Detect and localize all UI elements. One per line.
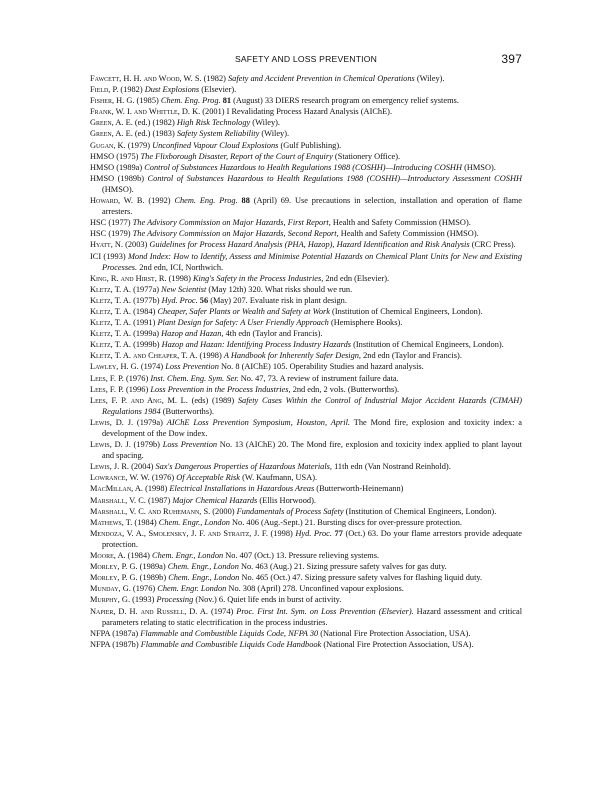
running-title: SAFETY AND LOSS PREVENTION [234,54,378,64]
reference-text-run: Chem. Eng. Prog. [160,96,221,106]
reference-text-run: Safety and Accident Prevention in Chemical Operations [227,74,415,83]
reference-text-run: (Hemisphere Books). [328,318,403,328]
reference-entry [90,373,522,384]
reference-text-run: (National Fire Protection Association, USA). [318,628,471,638]
reference-text-run: 81 [222,96,232,106]
reference-entry [90,317,522,328]
reference-text-run: Marshall, V. C. [90,495,146,505]
reference-entry [90,339,522,350]
reference-text-run: Lees, F. P. [90,373,124,383]
reference-text-run: Kletz, T. A. [90,295,132,305]
reference-text-run: (Institution of Chemical Engineers, London). [351,340,504,350]
reference-text-run: NFPA (1987a) [90,628,141,638]
reference-text-run: (1987) [145,495,173,505]
reference-list [90,73,522,650]
reference-text-run: Field, P. [90,85,119,95]
reference-entry [90,561,522,572]
reference-entry [90,395,522,417]
reference-text-run: HMSO (1989a) [90,162,145,172]
reference-text-run: (1996) [123,384,151,394]
reference-text-run: (1984) [132,517,159,527]
reference-entry [90,284,522,295]
reference-text-run: No. 13 (AIChE) 20. The Mond fire, explosion and toxicity index applied to plant layout and spacing. [102,440,522,461]
reference-entry [90,517,522,528]
reference-text-run: Lees, F. P. [90,384,124,394]
reference-text-run: Hazard assessment and critical parameters relating to static electrification in the process industries. [102,606,523,627]
reference-text-run: No. 406 (Aug.-Sept.) 21. Bursting discs for over-pressure protection. [229,517,462,527]
reference-entry [90,306,522,317]
reference-text-run: Health and Safety Commission (HMSO). [330,218,471,228]
reference-text-run: (1984) [125,551,152,561]
reference-entry [90,95,522,106]
reference-text-run: Fisher, H. G. [90,96,135,106]
reference-text-run: Flammable and Combustible Liquids Code Handbook [140,639,322,649]
reference-text-run: (HMSO). [462,162,496,172]
reference-entry [90,483,522,494]
reference-text-run: A Handbook for Inherently Safer Design, [223,351,362,361]
reference-text-run: HSC (1979) [90,229,133,239]
reference-text-run: Mond Index: How to Identify, Assess and Minimise Potential Hazards on Chemical Plant Units for New and Existing Processes. [102,251,522,272]
reference-text-run: No. 465 (Oct.) 47. Sizing pressure safety valves for flashing liquid duty. [239,573,483,583]
running-header [90,54,522,68]
reference-text-run: No. 47, 73. A review of instrument failure data. [238,373,399,383]
reference-text-run: Chem. Engr., London [167,562,239,572]
reference-entry [90,251,522,273]
reference-text-run: Lowrance, W. W. [90,473,150,483]
reference-text-run: Kletz, T. A. [90,340,132,350]
reference-text-run: Marshall, V. C. and Ruhemann, S. [90,506,211,516]
reference-text-run: Chem. Engr., London [168,573,240,583]
reference-text-run: Green, A. E. [90,129,133,139]
reference-text-run: King, R. and Hirst, R. [90,273,167,283]
reference-text-run: Mendoza, V. A., Smolensky, J. F. and Straitz, J. F. [90,528,268,538]
reference-text-run: Sax's Dangerous Properties of Hazardous Materials, [155,462,332,472]
reference-text-run: (August) 33 DIERS research program on emergency relief systems. [231,96,459,106]
reference-text-run: (Butterworths). [160,406,214,416]
reference-text-run: Safety Cases Within the Control of Industrial Major Accident Hazards (CIMAH) Regulations 1984 [102,395,522,416]
reference-entry [90,273,522,284]
reference-text-run: (1977a) [131,284,162,294]
reference-text-run: 88 [241,196,250,206]
reference-entry [90,228,522,239]
reference-text-run: (1991) [131,318,158,328]
reference-text-run: Hazop and Hazan, [161,329,224,339]
reference-text-run: Lewis, J. R. [90,462,130,472]
reference-text-run: 4th edn (Taylor and Francis). [223,329,323,339]
reference-text-run: (1976) [149,473,177,483]
reference-entry [90,106,522,117]
reference-text-run: (Nov.) 6. Quiet life ends in burst of activity. [193,595,342,605]
reference-text-run: (May 12th) 320. What risks should we run. [206,284,353,294]
reference-text-run: Loss Prevention [165,362,219,372]
reference-text-run: Inst. Chem. Eng. Sym. Ser. [150,373,239,383]
reference-text-run: Cheaper, Safer Plants or Wealth and Safety at Work [157,306,330,316]
reference-entry [90,217,522,228]
reference-text-run: Proc. First Int. Sym. on Loss Prevention (Elsevier). [236,606,414,616]
reference-text-run: (1998) [267,528,296,538]
reference-text-run: (1984) [131,306,158,316]
reference-text-run: (1977b) [131,295,162,305]
reference-text-run: (1974) [208,606,237,616]
reference-text-run: (CRC Press). [469,240,516,250]
reference-text-run: Lawley, H. G. [90,362,139,372]
reference-text-run: No. 463 (Aug.) 21. Sizing pressure safety valves for gas duty. [238,562,447,572]
reference-text-run: 2nd edn (Taylor and Francis). [361,351,462,361]
reference-text-run: Chem. Engr., London [158,517,230,527]
reference-text-run: Mathews, T. [90,517,133,527]
reference-entry [90,506,522,517]
reference-text-run: NFPA (1987b) [90,639,141,649]
reference-text-run: (W. Kaufmann, USA). [240,473,318,483]
reference-text-run: (1985) [134,96,161,106]
reference-text-run: Lees, F. P. and Ang, M. L. [90,395,188,405]
reference-entry [90,328,522,339]
reference-text-run: Fundamentals of Process Safety [236,506,344,516]
reference-text-run: (HMSO). [102,184,134,194]
reference-entry [90,295,522,306]
reference-text-run: No. 407 (Oct.) 13. Pressure relieving systems. [223,551,380,561]
reference-text-run: Dust Explosions [144,85,200,95]
reference-text-run: Electrical Installations in Hazardous Areas [169,484,315,494]
reference-text-run: HSC (1977) [90,218,133,228]
reference-text-run: 11th edn (Van Nostrand Reinhold). [331,462,451,472]
reference-text-run: (May) 207. Evaluate risk in plant design. [208,295,347,305]
reference-text-run: (April) 69. Use precautions in selection, installation and operation of flame arresters. [102,196,522,217]
reference-text-run: 2nd edn (Elsevier). [323,273,390,283]
reference-text-run: ICI (1993) [90,251,128,261]
reference-text-run: Murphy, G. [90,595,131,605]
reference-text-run: (2001) I Revalidating Process Hazard Analysis (AIChE). [200,107,393,117]
reference-entry [90,117,522,128]
reference-text-run: Hyd. Proc. [295,528,332,538]
reference-entry [90,350,522,361]
reference-text-run: (Wiley). [259,129,290,139]
reference-text-run: The Advisory Commission on Major Hazards, First Report, [132,218,331,228]
reference-text-run: (Institution of Chemical Engineers, London). [343,506,497,516]
reference-text-run: (1974) [138,362,166,372]
reference-text-run: High Risk Technology [176,118,251,128]
reference-text-run: (Gulf Publishing). [278,140,342,150]
reference-text-run: (1979) [125,140,153,150]
reference-text-run: Chem. Engr., London [152,551,224,561]
reference-text-run: Plant Design for Safety: A User Friendly Approach [157,318,329,328]
reference-text-run: Flammable and Combustible Liquids Code, NFPA 30 [140,628,319,638]
reference-text-run: MacMillan, A. [90,484,143,494]
reference-text-run: (Butterworth-Heinemann) [314,484,404,494]
reference-text-run: (Wiley). [250,118,281,128]
reference-text-run: (Oct.) 63. Do your flame arrestors provide adequate protection. [102,528,523,549]
reference-entry [90,606,522,628]
reference-text-run: No. 8 (AIChE) 105. Operability Studies and hazard analysis. [218,362,424,372]
reference-text-run: (2004) [129,462,156,472]
reference-text-run: (Wiley). [414,74,445,83]
reference-text-run: AIChE Loss Prevention Symposium, Houston, April. [166,417,350,427]
reference-entry [90,594,522,605]
reference-text-run: (1999b) [131,340,162,350]
reference-entry [90,239,522,250]
reference-text-run: 77 [334,528,343,538]
reference-text-run: Gugan, K. [90,140,126,150]
reference-text-run: Unconfined Vapour Cloud Explosions [152,140,279,150]
reference-entry [90,417,522,439]
reference-text-run: Hazop and Hazan: Identifying Process Industry Hazards [161,340,352,350]
reference-text-run: Napier, D. H. and Russell, D. A. [90,606,209,616]
reference-text-run: HMSO (1975) [90,151,141,161]
reference-entry [90,128,522,139]
reference-text-run: 56 [199,295,209,305]
reference-text-run: Howard, W. B. [90,196,145,206]
reference-entry [90,140,522,151]
reference-text-run: (2000) [210,506,237,516]
reference-text-run: (1976) [123,373,151,383]
reference-entry [90,495,522,506]
reference-text-run: Chem. Engr. London [157,584,227,594]
reference-text-run: (1982) [118,85,145,95]
reference-text-run: (1999a) [131,329,162,339]
reference-text-run: Safety System Reliability [176,129,260,139]
reference-text-run: No. 308 (April) 278. Unconfined vapour explosions. [226,584,404,594]
reference-entry [90,628,522,639]
reference-text-run: King's Safety in the Process Industries, [192,273,324,283]
reference-entry [90,195,522,217]
reference-text-run: (National Fire Protection Association, USA). [321,639,474,649]
reference-text-run: The Advisory Commission on Major Hazards, Second Report, [132,229,339,239]
reference-entry [90,461,522,472]
reference-text-run: Chem. Eng. Prog. [174,196,238,206]
reference-text-run: Loss Prevention in the Process Industries, [150,384,291,394]
reference-entry [90,384,522,395]
reference-text-run: (eds) (1989) [187,395,238,405]
reference-entry [90,73,522,84]
reference-text-run: (1976) [130,584,158,594]
reference-text-run: Kletz, T. A. [90,329,132,339]
reference-text-run: Frank, W. I. and Whittle, D. K. [90,107,201,117]
reference-text-run: (1998) [166,273,193,283]
reference-entry [90,550,522,561]
reference-text-run: Lewis, D. J. [90,440,131,450]
reference-text-run: 2nd edn, 2 vols. (Butterworths). [290,384,400,394]
reference-entry [90,639,522,650]
reference-text-run: Kletz, T. A. and Cheaper, T. A. [90,351,198,361]
reference-entry [90,583,522,594]
reference-text-run: (1979b) [130,440,163,450]
reference-text-run: (1992) [144,196,175,206]
reference-text-run: Kletz, T. A. [90,318,132,328]
reference-text-run: 2nd edn, ICI, Northwich. [137,262,224,272]
reference-text-run: Of Acceptable Risk [176,473,240,483]
reference-text-run: The Mond fire, explosion and toxicity index: a development of the Dow index. [102,417,522,438]
reference-entry [90,151,522,162]
reference-text-run: (1998) [197,351,224,361]
reference-text-run: Processing [156,595,194,605]
page-number: 397 [501,52,522,66]
reference-entry [90,572,522,583]
reference-text-run: (Ellis Horwood). [257,495,316,505]
reference-entry [90,361,522,372]
reference-text-run: (1998) [143,484,170,494]
reference-text-run: (ed.) (1983) [132,129,177,139]
reference-text-run: Morley, P. G. [90,573,138,583]
reference-entry [90,472,522,483]
reference-text-run: Moore, A. [90,551,126,561]
reference-text-run: Health and Safety Commission (HMSO). [338,229,479,239]
reference-text-run: Munday, G. [90,584,131,594]
reference-text-run: Lewis, D. J. [90,417,134,427]
reference-text-run: Morley, P. G. [90,562,138,572]
reference-text-run: (1989b) [137,573,169,583]
reference-text-run: (1993) [130,595,157,605]
reference-text-run: (Stationery Office). [332,151,401,161]
reference-text-run: HMSO (1989b) [90,173,148,183]
reference-text-run: Control of Substances Hazardous to Health Regulations 1988 (COSHH)—Introductory Assessment COSHH [147,173,522,183]
reference-text-run: The Flixborough Disaster, Report of the Court of Enquiry [140,151,333,161]
reference-text-run: Control of Substances Hazardous to Health Regulations 1988 (COSHH)—Introducing COSHH [144,162,462,172]
reference-text-run: (Institution of Chemical Engineers, London). [329,306,483,316]
reference-text-run: (2003) [122,240,150,250]
reference-text-run: Hyatt, N. [90,240,123,250]
reference-text-run: (1989a) [137,562,168,572]
reference-entry [90,84,522,95]
reference-text-run: (1979a) [133,417,167,427]
reference-entry [90,439,522,461]
reference-entry [90,162,522,173]
reference-text-run: (Elsevier). [199,85,237,95]
reference-entry [90,173,522,195]
reference-text-run: Guidelines for Process Hazard Analysis (PHA, Hazop), Hazard Identification and Risk Analysis [149,240,470,250]
reference-text-run: (ed.) (1982) [132,118,177,128]
reference-text-run: Fawcett, H. H. and Wood, W. S. [90,74,202,83]
reference-text-run: Green, A. E. [90,118,133,128]
reference-text-run: New Scientist [161,284,207,294]
reference-entry [90,528,522,550]
reference-text-run: (1982) [201,74,228,83]
reference-text-run: Loss Prevention [162,440,218,450]
reference-text-run: Kletz, T. A. [90,284,132,294]
reference-text-run: Hyd. Proc. [161,295,198,305]
reference-text-run: Major Chemical Hazards [172,495,258,505]
reference-text-run: Kletz, T. A. [90,306,132,316]
